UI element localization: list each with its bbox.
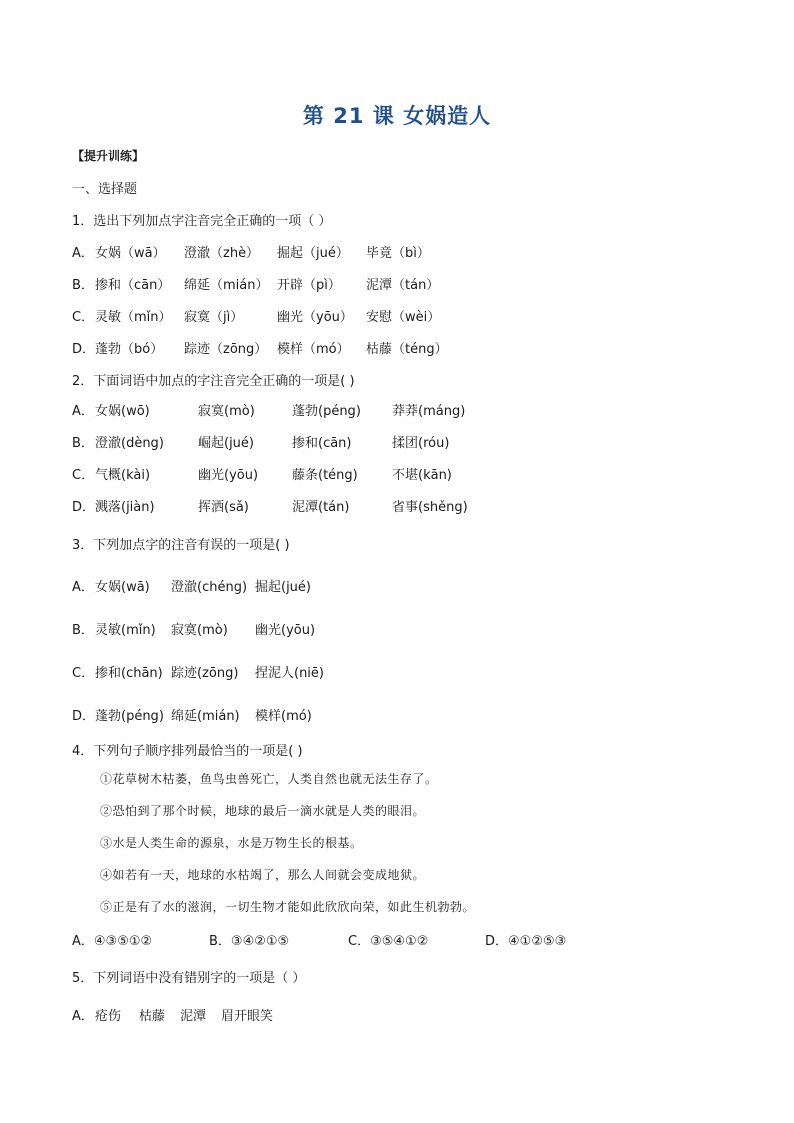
question-4-stem: 4．下列句子顺序排列最恰当的一项是( ) bbox=[72, 744, 303, 759]
option-item: 女娲（wā） bbox=[95, 246, 166, 261]
option-label: B． bbox=[72, 436, 94, 451]
option-item: 掘起（jué） bbox=[277, 246, 349, 261]
option-item: 踪迹（zōng） bbox=[184, 342, 268, 357]
option-item: 莽莽(máng) bbox=[392, 404, 466, 419]
sentence-3: ③水是人类生命的源泉，水是万物生长的根基。 bbox=[100, 836, 363, 850]
option-item: A．④③⑤①② bbox=[72, 934, 153, 949]
option-item: C．③⑤④①② bbox=[348, 934, 429, 949]
option-label: D． bbox=[72, 709, 96, 724]
option-item: 泥潭(tán) bbox=[292, 500, 350, 515]
sentence-1: ①花草树木枯萎，鱼鸟虫兽死亡，人类自然也就无法生存了。 bbox=[100, 772, 438, 786]
option-item: 掺和（cān） bbox=[95, 278, 171, 293]
option-item: 泥潭（tán） bbox=[366, 278, 440, 293]
option-item: 绵延（mián） bbox=[184, 278, 269, 293]
option-label: C． bbox=[72, 666, 95, 681]
question-2-stem: 2．下面词语中加点的字注音完全正确的一项是( ) bbox=[72, 374, 355, 389]
option-item: 揉团(róu) bbox=[392, 436, 450, 451]
section-tag: 【提升训练】 bbox=[72, 149, 145, 163]
option-item: 眉开眼笑 bbox=[221, 1009, 274, 1024]
option-item: 安慰（wèi） bbox=[366, 310, 441, 325]
option-item: 蓬勃(péng) bbox=[95, 709, 164, 724]
option-label: A． bbox=[72, 246, 94, 261]
option-item: 澄澈(chéng) bbox=[171, 580, 248, 595]
sentence-2: ②恐怕到了那个时候，地球的最后一滴水就是人类的眼泪。 bbox=[100, 804, 426, 818]
sentence-5: ⑤正是有了水的滋润，一切生物才能如此欣欣向荣，如此生机勃勃。 bbox=[100, 900, 476, 914]
option-item: 泥潭 bbox=[180, 1009, 207, 1024]
option-item: 女娲(wā) bbox=[95, 580, 150, 595]
option-label: D． bbox=[72, 500, 96, 515]
option-item: 蓬勃(péng) bbox=[292, 404, 361, 419]
option-item: 挥洒(sǎ) bbox=[198, 500, 249, 515]
option-label: A． bbox=[72, 580, 94, 595]
option-item: 幽光(yōu) bbox=[198, 468, 259, 483]
option-item: 寂寞(mò) bbox=[198, 404, 255, 419]
option-item: 掺和(cān) bbox=[292, 436, 352, 451]
sentence-4: ④如若有一天，地球的水枯竭了，那么人间就会变成地狱。 bbox=[100, 868, 426, 882]
option-item: 踪迹(zōng) bbox=[171, 666, 239, 681]
option-label: B． bbox=[72, 278, 94, 293]
option-item: 捏泥人(niē) bbox=[255, 666, 324, 681]
option-item: 枯藤 bbox=[139, 1009, 166, 1024]
option-item: 灵敏（mǐn） bbox=[95, 310, 172, 325]
page-title: 第 21 课 女娲造人 bbox=[302, 104, 492, 128]
option-item: D．④①②⑤③ bbox=[485, 934, 567, 949]
option-item: 模样(mó) bbox=[255, 709, 312, 724]
option-item: 灵敏(mǐn) bbox=[95, 623, 156, 638]
question-1-stem: 1．选出下列加点字注音完全正确的一项（ ） bbox=[72, 214, 332, 229]
question-5-stem: 5．下列词语中没有错别字的一项是（ ） bbox=[72, 971, 306, 986]
option-item: 澄澈(dèng) bbox=[95, 436, 164, 451]
option-item: 崛起(jué) bbox=[198, 436, 254, 451]
option-label: C． bbox=[72, 310, 95, 325]
option-item: 掺和(chān) bbox=[95, 666, 163, 681]
section-heading: 一、选择题 bbox=[72, 182, 138, 197]
option-item: 蓬勃（bó） bbox=[95, 342, 164, 357]
option-item: 气概(kài) bbox=[95, 468, 151, 483]
option-item: 寂寞(mò) bbox=[171, 623, 228, 638]
option-item: 不堪(kān) bbox=[392, 468, 452, 483]
option-label: C． bbox=[72, 468, 95, 483]
option-item: 疮伤 bbox=[95, 1009, 122, 1024]
option-item: 幽光(yōu) bbox=[255, 623, 316, 638]
option-label: D． bbox=[72, 342, 96, 357]
option-item: 寂寞（jì） bbox=[184, 310, 244, 325]
option-item: 掘起(jué) bbox=[255, 580, 311, 595]
option-item: 毕竟（bì） bbox=[366, 246, 430, 261]
option-label: B． bbox=[72, 623, 94, 638]
option-item: 开辟（pì） bbox=[277, 278, 341, 293]
option-item: 溅落(jiàn) bbox=[95, 500, 155, 515]
option-item: 女娲(wō) bbox=[95, 404, 150, 419]
option-label: A． bbox=[72, 404, 94, 419]
option-item: 澄澈（zhè） bbox=[184, 246, 260, 261]
option-item: 绵延(mián) bbox=[171, 709, 240, 724]
option-item: 枯藤（téng） bbox=[366, 342, 448, 357]
option-item: B．③④②①⑤ bbox=[209, 934, 290, 949]
option-item: 藤条(téng) bbox=[292, 468, 358, 483]
option-label: A． bbox=[72, 1009, 94, 1024]
option-item: 模样（mó） bbox=[277, 342, 350, 357]
option-item: 省事(shěng) bbox=[392, 500, 468, 515]
question-3-stem: 3．下列加点字的注音有误的一项是( ) bbox=[72, 538, 290, 553]
option-item: 幽光（yōu） bbox=[277, 310, 353, 325]
